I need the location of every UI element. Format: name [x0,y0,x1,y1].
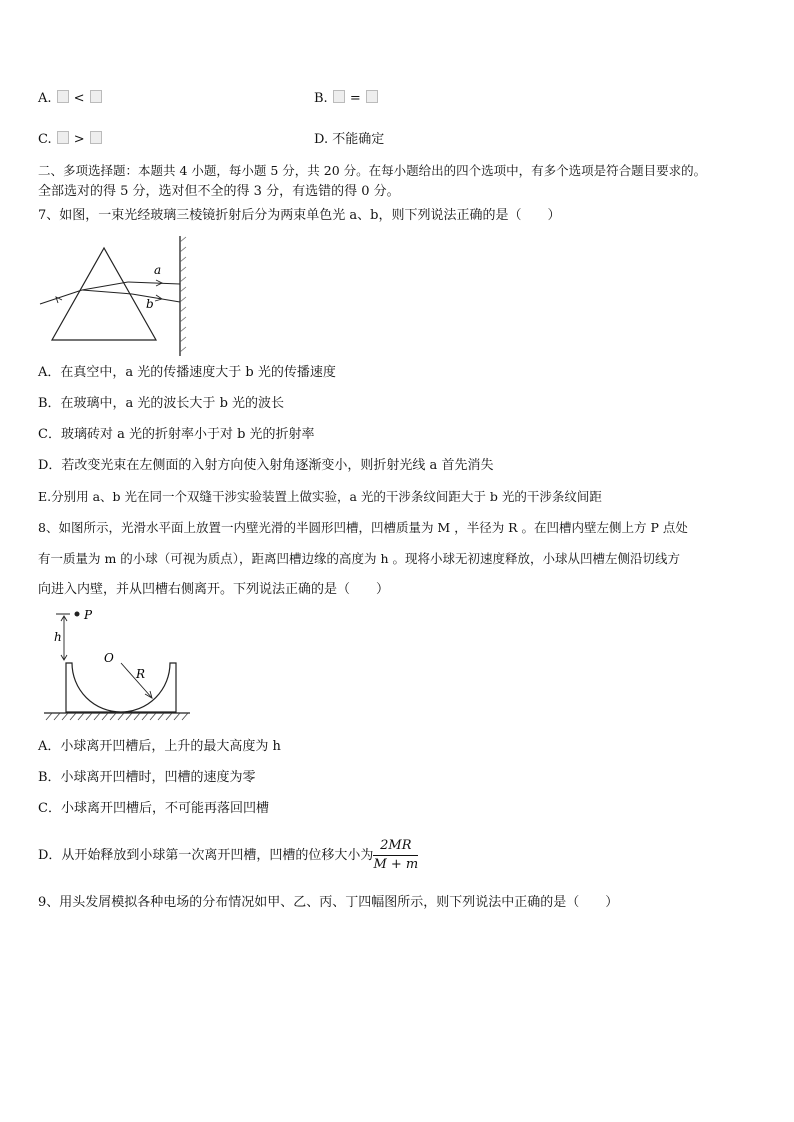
ray-a [128,282,180,284]
placeholder-symbol [57,90,69,103]
q6-option-c [38,131,103,149]
q6-option-b [314,90,379,108]
label-o: O [104,651,114,665]
q8-stem-line3: 向进入内壁，并从凹槽右侧离开。下列说法正确的是（ ） [38,582,390,597]
label-b: b [146,297,154,311]
comparison-operator: < [73,91,85,106]
option-text: 不能确定 [332,132,385,147]
refracted-ray-b-inside [82,290,132,294]
q9-stem: 9、用头发屑模拟各种电场的分布情况如甲、乙、丙、丁四幅图所示，则下列说法中正确的是（ ） [38,895,619,910]
placeholder-symbol [366,90,378,103]
q8-stem-line2: 有一质量为 m 的小球（可视为质点），距离凹槽边缘的高度为 h 。现将小球无初速度释放，小球从凹槽左侧沿切线方 [38,551,681,566]
fraction-numerator: 2MR [373,838,418,856]
q8-option-b: B．小球离开凹槽时，凹槽的速度为零 [38,770,256,785]
ground-hatching [46,713,188,720]
refracted-ray-a-inside [82,282,128,290]
q8-option-c: C．小球离开凹槽后，不可能再落回凹槽 [38,801,269,816]
fraction [373,838,418,873]
section2-instructions-line2: 全部选对的得 5 分，选对但不全的得 3 分，有选错的得 0 分。 [38,184,400,199]
placeholder-symbol [90,90,102,103]
q7-option-a: A．在真空中，a 光的传播速度大于 b 光的传播速度 [38,365,336,380]
q8-stem-line1: 8、如图所示，光滑水平面上放置一内壁光滑的半圆形凹槽，凹槽质量为 M ，半径为 R 。在凹槽内壁左侧上方 P 点处 [38,520,688,535]
q8-option-a: A．小球离开凹槽后，上升的最大高度为 h [38,739,281,754]
section2-instructions-line1: 二、多项选择题：本题共 4 小题，每小题 5 分，共 20 分。在每小题给出的四个选项中，有多个选项是符合题目要求的。 [38,163,707,178]
label-h: h [54,630,62,644]
comparison-operator: > [73,132,85,147]
placeholder-symbol [90,131,102,144]
semicircular-groove [66,663,176,712]
option-label: D. [314,132,329,147]
fraction-denominator: M + m [373,857,419,872]
q6-option-a [38,90,103,108]
q6-option-d [314,131,384,149]
wall-hatching [180,237,186,352]
q7-option-b: B．在玻璃中，a 光的波长大于 b 光的波长 [38,396,285,411]
groove-figure [40,608,196,730]
option-label: A. [38,91,52,106]
label-p: P [84,608,93,622]
q7-option-e: E.分别用 a、b 光在同一个双缝干涉实验装置上做实验，a 光的干涉条纹间距大于 b 光的干涉条纹间距 [38,489,602,504]
q7-stem: 7、如图，一束光经玻璃三棱镜折射后分为两束单色光 a、b，则下列说法正确的是（ ） [38,208,561,223]
option-label: B. [314,91,328,106]
placeholder-symbol [333,90,345,103]
q7-option-c: C．玻璃砖对 a 光的折射率小于对 b 光的折射率 [38,427,315,442]
placeholder-symbol [57,131,69,144]
label-a: a [154,263,162,277]
ball-point-p [75,612,80,617]
label-r: R [136,667,146,681]
option-label: C. [38,132,52,147]
option-d-text: D．从开始释放到小球第一次离开凹槽，凹槽的位移大小为 [38,848,374,863]
prism-figure [36,232,196,360]
q8-option-d [38,838,418,874]
q7-option-d: D．若改变光束在左侧面的入射方向使入射角逐渐变小，则折射光线 a 首先消失 [38,458,494,473]
comparison-operator: = [349,91,361,106]
prism-triangle [52,248,156,340]
